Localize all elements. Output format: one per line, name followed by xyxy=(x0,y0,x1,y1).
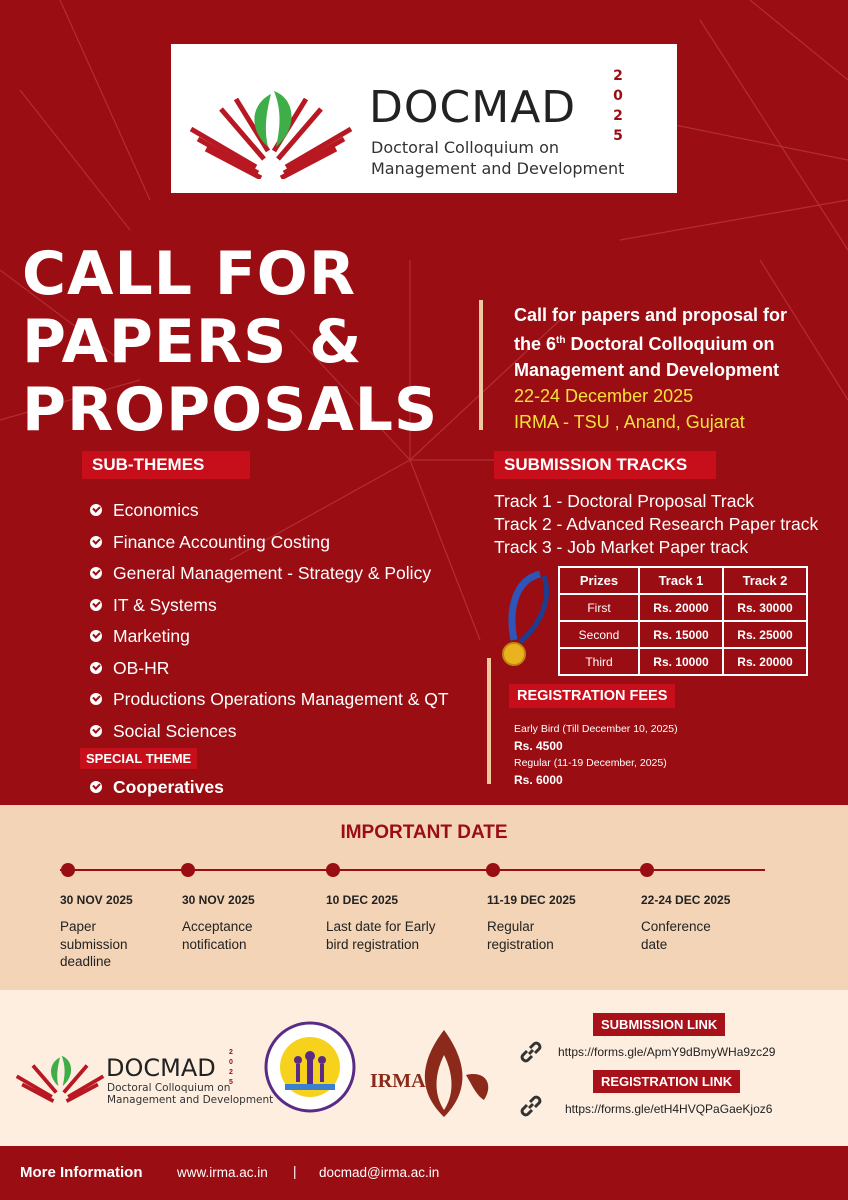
list-item xyxy=(90,656,449,688)
call-line2-pre: the 6 xyxy=(514,334,557,354)
important-dates-section xyxy=(0,805,848,990)
irma-logo xyxy=(366,1025,498,1125)
year-digit: 0 xyxy=(613,88,623,104)
call-line2-sup: th xyxy=(556,335,566,346)
logo-subtitle-line1: Doctoral Colloquium on xyxy=(371,138,560,157)
check-circle-icon xyxy=(90,693,102,705)
year-digit: 5 xyxy=(613,128,623,144)
table-cell: Rs. 20000 xyxy=(723,648,807,675)
year-digit: 5 xyxy=(229,1079,233,1086)
footer-separator: | xyxy=(293,1164,297,1179)
table-cell: First xyxy=(559,594,639,621)
table-header: Track 1 xyxy=(639,567,723,594)
logo-subtitle-line2: Management and Development xyxy=(371,159,625,178)
year-digit: 0 xyxy=(229,1059,233,1066)
docmad-small-sub1: Doctoral Colloquium on xyxy=(107,1082,231,1094)
main-heading xyxy=(22,240,438,444)
heading-line: PAPERS & xyxy=(22,307,363,377)
year-digit: 2 xyxy=(229,1069,233,1076)
submission-tracks-label: SUBMISSION TRACKS xyxy=(494,451,716,479)
list-item-label: General Management - Strategy & Policy xyxy=(113,563,432,583)
table-cell: Third xyxy=(559,648,639,675)
open-book-leaf-icon xyxy=(14,1053,106,1105)
table-header-row xyxy=(559,567,807,594)
regular-amount: Rs. 6000 xyxy=(514,773,563,787)
year-digit: 2 xyxy=(613,108,623,124)
logo-year xyxy=(611,66,625,146)
list-item xyxy=(90,530,449,562)
year-digit: 2 xyxy=(613,68,623,84)
special-theme-label: SPECIAL THEME xyxy=(80,748,197,769)
university-seal-logo xyxy=(263,1020,357,1114)
event-dates: 22-24 December 2025 xyxy=(514,386,694,406)
track-item: Track 1 - Doctoral Proposal Track xyxy=(494,491,754,511)
list-item-label: Social Sciences xyxy=(113,720,237,741)
docmad-small-year xyxy=(227,1048,235,1088)
prizes-table xyxy=(558,566,808,676)
timeline-line xyxy=(60,869,765,871)
docmad-small-sub2: Management and Development xyxy=(107,1094,274,1106)
docmad-small-title: DOCMAD xyxy=(106,1054,216,1082)
table-cell: Rs. 10000 xyxy=(639,648,723,675)
date-item-desc: Last date for Early bird registration xyxy=(326,919,436,952)
table-cell: Rs. 20000 xyxy=(639,594,723,621)
table-header: Prizes xyxy=(559,567,639,594)
registration-link[interactable]: https://forms.gle/etH4HVQPaGaeKjoz6 xyxy=(565,1102,773,1116)
table-cell: Rs. 15000 xyxy=(639,621,723,648)
table-cell: Second xyxy=(559,621,639,648)
regular-label: Regular (11-19 December, 2025) xyxy=(514,757,667,769)
track-item: Track 2 - Advanced Research Paper track xyxy=(494,514,819,534)
divider-line xyxy=(487,658,491,784)
table-row xyxy=(559,648,807,675)
list-item xyxy=(90,593,449,625)
check-circle-icon xyxy=(90,567,102,579)
year-digit: 2 xyxy=(229,1049,233,1056)
event-venue: IRMA - TSU , Anand, Gujarat xyxy=(514,412,745,432)
date-item-date: 22-24 DEC 2025 xyxy=(641,893,731,907)
special-theme-item xyxy=(90,775,224,799)
table-row xyxy=(559,621,807,648)
call-line3: Management and Development xyxy=(514,360,780,380)
logo-title: DOCMAD xyxy=(369,82,577,133)
email-link[interactable]: docmad@irma.ac.in xyxy=(319,1165,440,1180)
more-info-label: More Information xyxy=(20,1164,143,1181)
call-line2 xyxy=(514,328,834,357)
timeline-dot xyxy=(326,863,340,877)
submission-link-label: SUBMISSION LINK xyxy=(593,1013,725,1036)
submission-link[interactable]: https://forms.gle/ApmY9dBmyWHa9zc29 xyxy=(558,1045,776,1059)
call-description xyxy=(514,302,834,435)
check-circle-icon xyxy=(90,662,102,674)
heading-line: PROPOSALS xyxy=(22,375,439,445)
table-cell: Rs. 30000 xyxy=(723,594,807,621)
important-dates-heading: IMPORTANT DATE xyxy=(340,822,508,843)
registration-link-label: REGISTRATION LINK xyxy=(593,1070,740,1093)
list-item-label: IT & Systems xyxy=(113,594,217,615)
timeline-dot xyxy=(486,863,500,877)
link-chain-icon xyxy=(518,1039,544,1065)
registration-fees xyxy=(514,721,678,789)
date-item-date: 11-19 DEC 2025 xyxy=(487,893,576,907)
date-item-desc: Acceptance notification xyxy=(182,919,253,952)
list-item-label: OB-HR xyxy=(113,657,170,678)
call-line2-post: Doctoral Colloquium on xyxy=(565,334,775,354)
date-item-desc: Regular registration xyxy=(487,919,554,952)
check-circle-icon xyxy=(90,725,102,737)
sub-themes-list xyxy=(90,498,449,745)
medal-icon xyxy=(500,570,556,670)
irma-logo-text: IRMA xyxy=(370,1070,426,1092)
heading-line: CALL FOR xyxy=(22,239,357,309)
date-item-date: 30 NOV 2025 xyxy=(182,893,255,907)
list-item xyxy=(90,561,449,593)
table-row xyxy=(559,594,807,621)
list-item xyxy=(90,687,449,719)
open-book-leaf-icon xyxy=(186,89,356,179)
check-circle-icon xyxy=(90,599,102,611)
special-theme-text: Cooperatives xyxy=(113,777,224,797)
track-item: Track 3 - Job Market Paper track xyxy=(494,537,749,557)
list-item-label: Finance Accounting Costing xyxy=(113,531,330,552)
timeline-dot xyxy=(61,863,75,877)
list-item xyxy=(90,498,449,530)
check-circle-icon xyxy=(90,536,102,548)
check-circle-icon xyxy=(90,630,102,642)
divider-line xyxy=(479,300,483,430)
table-cell: Rs. 25000 xyxy=(723,621,807,648)
logo-subtitle xyxy=(371,137,624,179)
partners-and-links xyxy=(0,990,848,1146)
check-circle-icon xyxy=(90,504,102,516)
call-line1: Call for papers and proposal for xyxy=(514,305,788,325)
timeline-dot xyxy=(181,863,195,877)
timeline-dot xyxy=(640,863,654,877)
docmad-small-subtitle xyxy=(107,1082,273,1106)
early-bird-label: Early Bird (Till December 10, 2025) xyxy=(514,723,678,735)
list-item-label: Marketing xyxy=(113,626,190,646)
sub-themes-label: SUB-THEMES xyxy=(82,451,250,479)
tracks-list xyxy=(494,490,818,559)
list-item-label: Economics xyxy=(113,500,199,520)
check-circle-icon xyxy=(90,781,102,793)
docmad-logo-box xyxy=(171,44,677,193)
early-bird-amount: Rs. 4500 xyxy=(514,739,563,753)
list-item-label: Productions Operations Management & QT xyxy=(113,689,449,709)
registration-fees-label: REGISTRATION FEES xyxy=(509,684,675,708)
table-header: Track 2 xyxy=(723,567,807,594)
list-item xyxy=(90,624,449,656)
date-item-desc: Conference date xyxy=(641,919,711,952)
website-link[interactable]: www.irma.ac.in xyxy=(177,1165,268,1180)
footer xyxy=(0,1146,848,1200)
link-chain-icon xyxy=(518,1093,544,1119)
date-item-desc: Paper submission deadline xyxy=(60,919,128,969)
date-item-date: 30 NOV 2025 xyxy=(60,893,133,907)
date-item-date: 10 DEC 2025 xyxy=(326,893,399,907)
list-item xyxy=(90,719,449,745)
